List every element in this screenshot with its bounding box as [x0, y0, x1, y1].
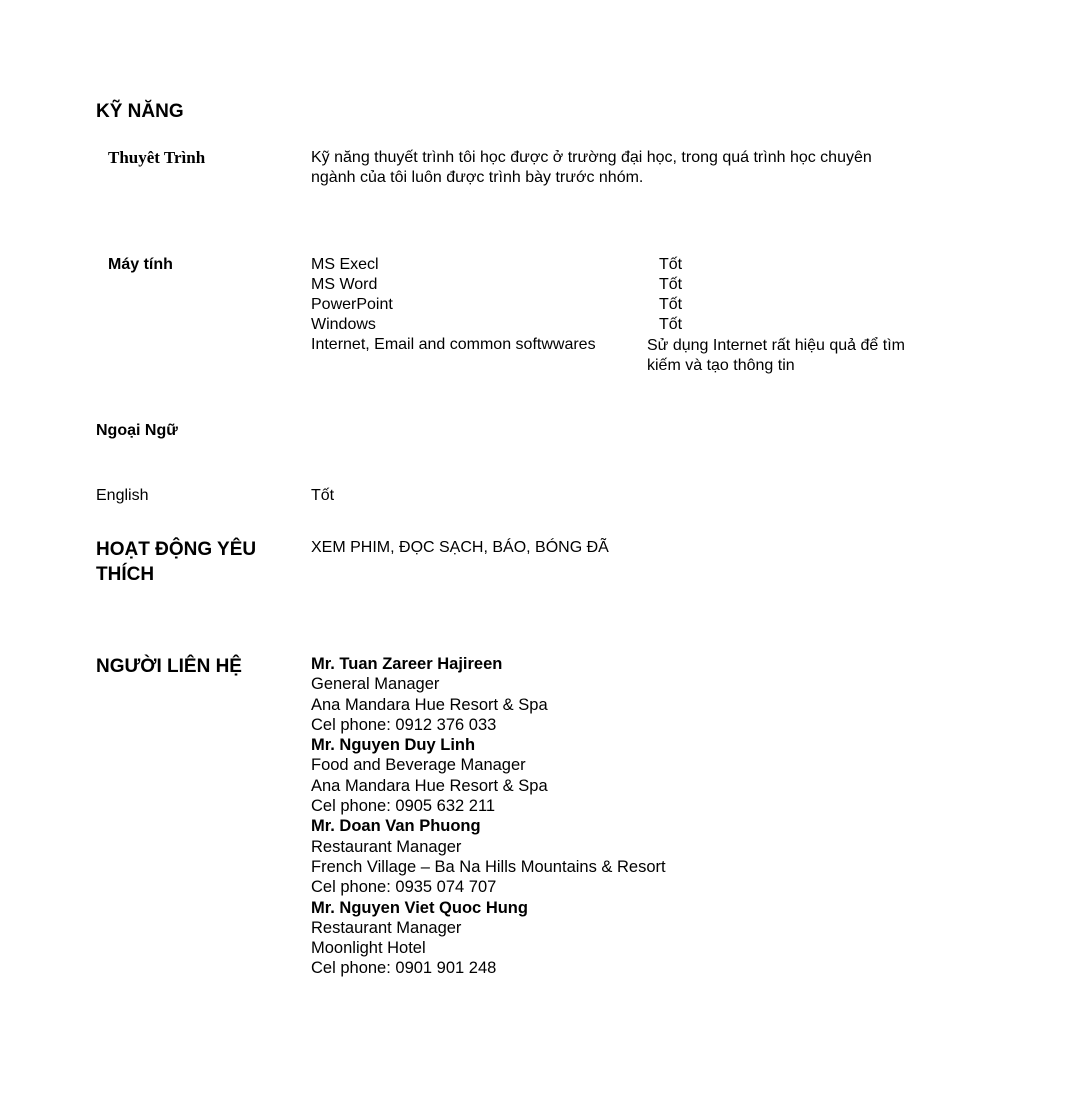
presentation-label: Thuyêt Trình: [108, 148, 206, 167]
language-level: Tốt: [311, 487, 335, 504]
contact-title: General Manager: [311, 675, 440, 694]
computer-skill-level: Tốt: [659, 256, 683, 273]
contact-phone: Cel phone: 0935 074 707: [311, 878, 497, 897]
hobbies-heading: [96, 537, 256, 587]
hobbies-text: XEM PHIM, ĐỌC SẠCH, BÁO, BÓNG ĐÃ: [311, 539, 609, 556]
contact-title: Restaurant Manager: [311, 837, 462, 856]
computer-skill-list: [311, 255, 596, 355]
language-name: English: [96, 487, 149, 504]
contact-name: Mr. Doan Van Phuong: [311, 817, 481, 836]
presentation-line-1: Kỹ năng thuyết trình tôi học được ở trường đại học, trong quá trình học chuyên: [311, 149, 872, 166]
contact-card: [311, 898, 666, 979]
references-list: [311, 654, 666, 979]
contact-company: Ana Mandara Hue Resort & Spa: [311, 695, 548, 714]
contact-card: [311, 816, 666, 897]
contact-card: [311, 654, 666, 735]
computer-skill-level: Tốt: [659, 276, 683, 293]
skills-heading: KỸ NĂNG: [96, 101, 184, 122]
computer-skill-name: Windows: [311, 316, 376, 333]
contact-name: Mr. Tuan Zareer Hajireen: [311, 655, 503, 673]
contact-phone: Cel phone: 0905 632 211: [311, 797, 496, 816]
contact-phone: Cel phone: 0912 376 033: [311, 715, 497, 734]
computer-skill-name: PowerPoint: [311, 296, 393, 313]
references-heading: NGƯỜI LIÊN HỆ: [96, 656, 242, 677]
languages-label: Ngoại Ngữ: [96, 422, 178, 439]
contact-phone: Cel phone: 0901 901 248: [311, 959, 497, 978]
contact-company: Moonlight Hotel: [311, 939, 426, 958]
hobbies-heading-line-1: HOẠT ĐỘNG YÊU: [96, 539, 257, 560]
contact-title: Restaurant Manager: [311, 918, 462, 937]
computer-skill-name: MS Execl: [311, 256, 379, 273]
contact-company: French Village – Ba Na Hills Mountains & Resort: [311, 857, 666, 876]
contact-company: Ana Mandara Hue Resort & Spa: [311, 776, 548, 795]
contact-card: [311, 735, 666, 816]
computer-label: Máy tính: [108, 256, 173, 273]
contact-name: Mr. Nguyen Viet Quoc Hung: [311, 898, 528, 917]
contact-title: Food and Beverage Manager: [311, 756, 526, 775]
presentation-description: [311, 148, 872, 188]
computer-skill-name: MS Word: [311, 276, 378, 293]
presentation-line-2: ngành của tôi luôn được trình bày trước nhóm.: [311, 169, 644, 186]
hobbies-heading-line-2: THÍCH: [96, 564, 155, 585]
computer-skill-levels: [659, 255, 682, 335]
internet-skill-level: [647, 336, 905, 376]
contact-name: Mr. Nguyen Duy Linh: [311, 736, 476, 755]
internet-skill-name: Internet, Email and common softwwares: [311, 336, 596, 353]
internet-level-line-1: Sử dụng Internet rất hiệu quả để tìm: [647, 337, 905, 354]
computer-skill-level: Tốt: [659, 316, 683, 333]
computer-skill-level: Tốt: [659, 296, 683, 313]
internet-level-line-2: kiếm và tạo thông tin: [647, 357, 795, 374]
